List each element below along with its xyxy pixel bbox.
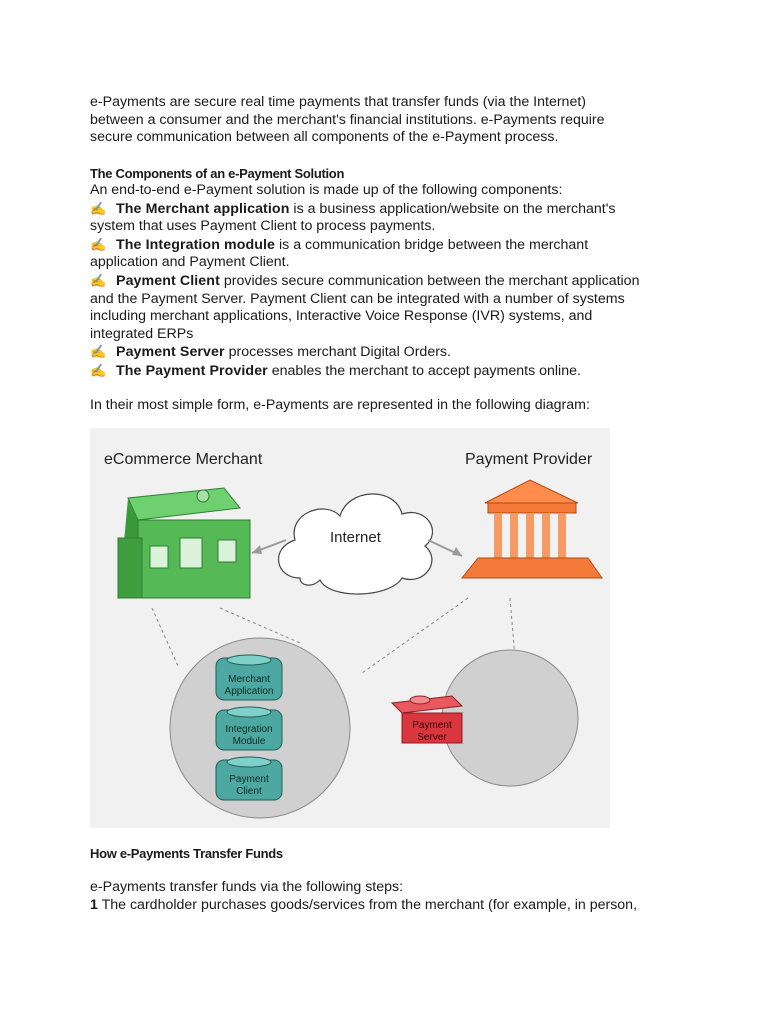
payment-server-module [392, 696, 462, 743]
component-desc: provides secure communication between the merchant application [219, 272, 640, 289]
diagram-svg [90, 428, 610, 828]
component-item-payment-provider [90, 362, 690, 381]
module2-line2: Module [232, 736, 266, 747]
component-desc: processes merchant Digital Orders. [224, 344, 451, 361]
component-desc-continued: integrated ERPs [90, 325, 194, 342]
writing-hand-icon: ✍ [90, 200, 107, 216]
component-desc: enables the merchant to accept payments online. [267, 362, 581, 379]
component-item-payment-client [90, 272, 690, 291]
component-item-merchant-application [90, 200, 690, 219]
component-desc: is a communication bridge between the merchant [275, 236, 589, 253]
server-line2: Server [417, 732, 447, 743]
component-desc: is a business application/website on the merchant's [289, 200, 616, 217]
transfer-step-1 [90, 897, 690, 915]
writing-hand-icon: ✍ [90, 236, 107, 252]
module3-line2: Client [236, 786, 262, 797]
diagram-intro: In their most simple form, e-Payments are represented in the following diagram: [90, 397, 590, 413]
internet-label: Internet [330, 529, 381, 546]
merchant-label: eCommerce Merchant [104, 451, 263, 468]
component-desc-continued: system that uses Payment Client to process payments. [90, 218, 436, 235]
component-term: Payment Client [116, 272, 220, 289]
component-term: The Merchant application [116, 200, 290, 217]
step-number: 1 [90, 896, 98, 913]
transfer-section [90, 879, 690, 914]
intro-line-1: e-Payments are secure real time payments that transfer funds (via the Internet) [90, 94, 587, 110]
component-item-payment-server [90, 343, 690, 362]
component-desc-continued: and the Payment Server. Payment Client can be integrated with a number of systems [90, 290, 625, 307]
store-building-icon [118, 488, 250, 598]
component-desc-continued: including merchant applications, Interactive Voice Response (IVR) systems, and [90, 308, 593, 325]
intro-line-3: secure communication between all components of the e-Payment process. [90, 129, 559, 146]
module1-line2: Application [224, 686, 274, 697]
transfer-lead: e-Payments transfer funds via the following steps: [90, 879, 404, 895]
module3-line1: Payment [229, 774, 269, 785]
module2-line1: Integration [225, 724, 273, 735]
epayment-diagram [90, 428, 610, 828]
integration-module [216, 707, 282, 750]
component-desc-continued: application and Payment Client. [90, 254, 290, 271]
provider-label: Payment Provider [465, 451, 593, 468]
components-lead: An end-to-end e-Payment solution is made up of the following components: [90, 182, 563, 198]
intro-line-2: between a consumer and the merchant's financial institutions. e-Payments require [90, 111, 605, 128]
component-term: Payment Server [116, 344, 225, 361]
step-text: The cardholder purchases goods/services from the merchant (for example, in person, [97, 896, 638, 913]
component-term: The Integration module [116, 236, 276, 253]
component-item-integration-module [90, 236, 690, 255]
components-heading: The Components of an e-Payment Solution [90, 166, 345, 181]
payment-client-module [216, 757, 282, 800]
merchant-application-module [216, 655, 282, 700]
writing-hand-icon: ✍ [90, 272, 107, 288]
writing-hand-icon: ✍ [90, 344, 107, 360]
component-term: The Payment Provider [116, 362, 268, 379]
components-list [90, 182, 690, 381]
module1-line1: Merchant [228, 674, 270, 685]
transfer-heading: How e-Payments Transfer Funds [90, 846, 283, 861]
writing-hand-icon: ✍ [90, 362, 107, 378]
intro-paragraph [90, 94, 690, 147]
server-line1: Payment [412, 720, 452, 731]
